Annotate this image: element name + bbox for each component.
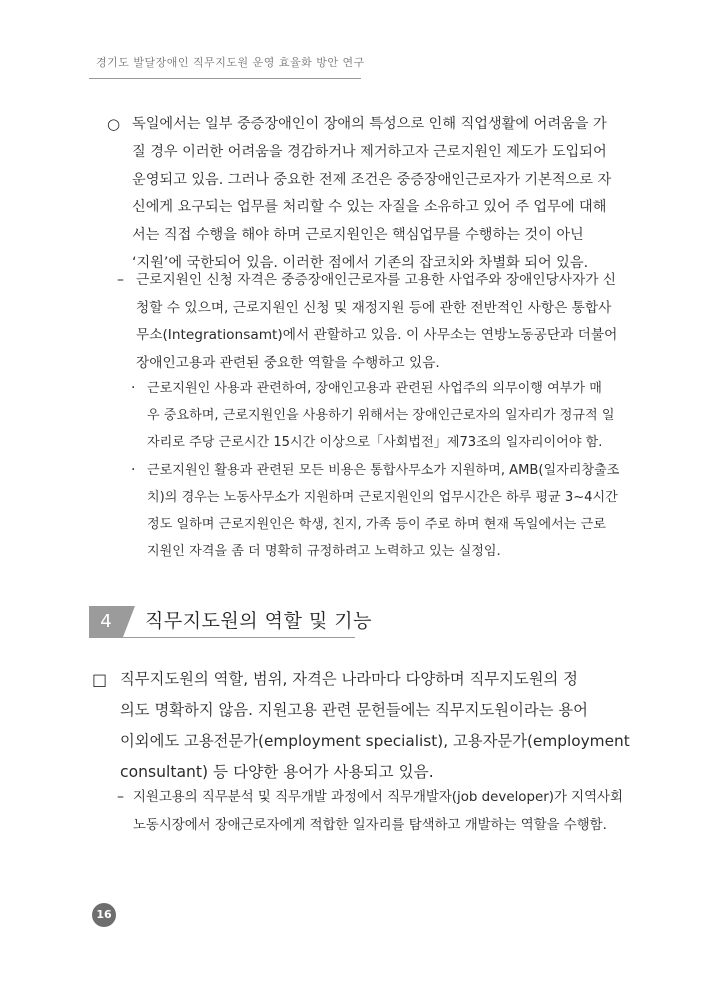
dash-bullet: – xyxy=(117,272,124,288)
section-underline xyxy=(89,637,355,638)
text-line: 노동시장에서 장애근로자에게 적합한 일자리를 탐색하고 개발하는 역할을 수행함. xyxy=(133,817,607,833)
text-line: 이외에도 고용전문가(employment specialist), 고용자문가(employment xyxy=(120,732,630,750)
dot-bullet: · xyxy=(131,380,136,396)
text-line: 신에게 요구되는 업무를 처리할 수 있는 자질을 소유하고 있어 주 업무에 대해 xyxy=(132,199,607,216)
page-number-badge: 16 xyxy=(92,903,116,927)
paragraph-cost-support xyxy=(147,457,619,565)
text-line: 운영되고 있음. 그러나 중요한 전제 조건은 중증장애인근로자가 기본적으로 자 xyxy=(132,171,612,188)
text-line: 질 경우 이러한 어려움을 경감하거나 제거하고자 근로지원인 제도가 도입되어 xyxy=(132,143,607,160)
text-line: 지원인 자격을 좀 더 명확히 규정하려고 노력하고 있는 실정임. xyxy=(147,544,501,559)
text-line: 우 중요하며, 근로지원인을 사용하기 위해서는 장애인근로자의 일자리가 정규적 일 xyxy=(147,408,615,423)
text-line: 근로지원인 사용과 관련하여, 장애인고용과 관련된 사업주의 의무이행 여부가 매 xyxy=(147,381,602,396)
text-line: 무소(Integrationsamt)에서 관할하고 있음. 이 사무소는 연방노동공단과 더불어 xyxy=(136,327,618,343)
circle-bullet: ○ xyxy=(107,115,121,133)
text-line: 직무지도원의 역할, 범위, 자격은 나라마다 다양하며 직무지도원의 정 xyxy=(120,670,578,688)
text-line: ‘지원’에 국한되어 있음. 이러한 점에서 기존의 잡코치와 차별화 되어 있음. xyxy=(132,254,589,271)
running-header: 경기도 발달장애인 직무지도원 운영 효율화 방안 연구 xyxy=(96,56,365,69)
paragraph-application-eligibility xyxy=(136,267,617,377)
text-line: 자리로 주당 근로시간 15시간 이상으로「사회법전」제73조의 일자리이어야 함. xyxy=(147,435,603,450)
section-title: 직무지도원의 역할 및 기능 xyxy=(145,610,373,632)
paragraph-job-coach-definition xyxy=(120,664,630,788)
text-line: 장애인고용과 관련된 중요한 역할을 수행하고 있음. xyxy=(136,354,440,371)
text-line: 서는 직접 수행을 해야 하며 근로지원인은 핵심업무를 수행하는 것이 아닌 xyxy=(132,227,584,244)
text-line: consultant) 등 다양한 용어가 사용되고 있음. xyxy=(120,763,434,781)
text-line: 지원고용의 직무분석 및 직무개발 과정에서 직무개발자(job developer)가 지역사회 xyxy=(133,790,623,805)
section-number-box-notch xyxy=(123,606,135,637)
text-line: 의도 명확하지 않음. 지원고용 관련 문헌들에는 직무지도원이라는 용어 xyxy=(120,701,588,719)
text-line: 독일에서는 일부 중증장애인이 장애의 특성으로 인해 직업생활에 어려움을 가 xyxy=(132,116,607,132)
text-line: 근로지원인 활용과 관련된 모든 비용은 통합사무소가 지원하며, AMB(일자리창출조 xyxy=(147,463,620,478)
paragraph-job-developer xyxy=(133,784,623,839)
dot-bullet: · xyxy=(131,462,136,478)
text-line: 근로지원인 신청 자격은 중증장애인근로자를 고용한 사업주와 장애인당사자가 신 xyxy=(136,272,617,288)
square-bullet: □ xyxy=(92,670,108,689)
dash-bullet: – xyxy=(117,789,124,805)
text-line: 청할 수 있으며, 근로지원인 신청 및 재정지원 등에 관한 전반적인 사항은 통합사 xyxy=(136,299,612,316)
header-divider xyxy=(89,78,361,79)
paragraph-employer-obligation xyxy=(147,375,615,456)
paragraph-germany-assistant xyxy=(132,111,611,278)
text-line: 정도 일하며 근로지원인은 학생, 친지, 가족 등이 주로 하며 현재 독일에서는 근로 xyxy=(147,517,606,532)
text-line: 치)의 경우는 노동사무소가 지원하며 근로지원인의 업무시간은 하루 평균 3~4시간 xyxy=(147,490,618,505)
section-number: 4 xyxy=(100,611,112,632)
